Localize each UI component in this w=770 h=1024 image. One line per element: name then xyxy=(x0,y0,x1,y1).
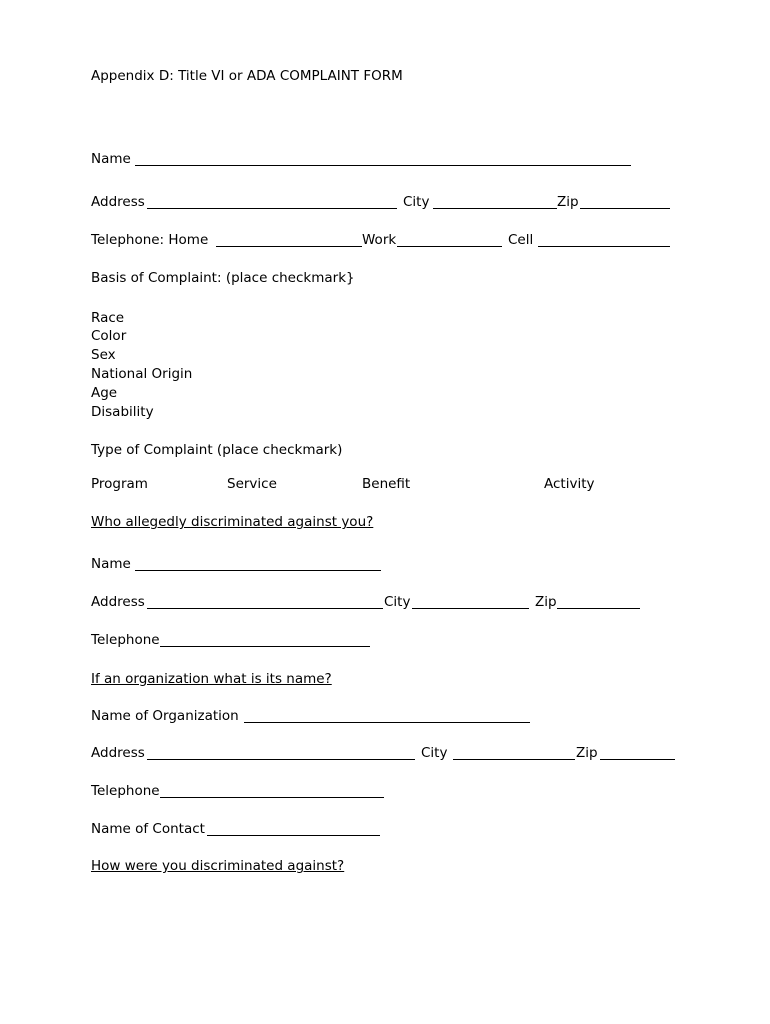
respondent-name-field[interactable] xyxy=(135,570,381,571)
name-label: Name xyxy=(91,151,131,167)
organization-telephone-label: Telephone xyxy=(91,783,160,799)
respondent-zip-label: Zip xyxy=(535,594,557,610)
organization-contact-field[interactable] xyxy=(207,835,380,836)
basis-option-sex[interactable]: Sex xyxy=(91,347,116,363)
type-option-benefit[interactable]: Benefit xyxy=(362,476,411,492)
organization-address-label: Address xyxy=(91,745,145,761)
respondent-city-label: City xyxy=(384,594,411,610)
respondent-telephone-field[interactable] xyxy=(160,646,370,647)
telephone-home-label: Telephone: Home xyxy=(91,232,209,248)
basis-option-color[interactable]: Color xyxy=(91,328,127,344)
form-title: Appendix D: Title VI or ADA COMPLAINT FORM xyxy=(91,68,403,84)
respondent-name-label: Name xyxy=(91,556,131,572)
telephone-home-field[interactable] xyxy=(216,246,362,247)
work-label: Work xyxy=(362,232,397,248)
address-label: Address xyxy=(91,194,145,210)
respondent-city-field[interactable] xyxy=(412,608,529,609)
zip-field[interactable] xyxy=(580,208,670,209)
cell-label: Cell xyxy=(508,232,534,248)
basis-option-age[interactable]: Age xyxy=(91,385,118,401)
type-option-activity[interactable]: Activity xyxy=(544,476,595,492)
organization-city-label: City xyxy=(421,745,448,761)
respondent-address-field[interactable] xyxy=(147,608,383,609)
type-option-program[interactable]: Program xyxy=(91,476,148,492)
work-phone-field[interactable] xyxy=(397,246,502,247)
city-field[interactable] xyxy=(433,208,557,209)
discrimination-description-heading: How were you discriminated against? xyxy=(91,858,345,874)
organization-city-field[interactable] xyxy=(453,759,575,760)
basis-heading: Basis of Complaint: (place checkmark} xyxy=(91,270,355,286)
basis-option-disability[interactable]: Disability xyxy=(91,404,154,420)
cell-phone-field[interactable] xyxy=(538,246,670,247)
organization-name-field[interactable] xyxy=(244,722,530,723)
organization-contact-label: Name of Contact xyxy=(91,821,205,837)
type-heading: Type of Complaint (place checkmark) xyxy=(91,442,343,458)
organization-zip-label: Zip xyxy=(576,745,598,761)
organization-address-field[interactable] xyxy=(147,759,415,760)
zip-label: Zip xyxy=(557,194,579,210)
organization-name-label: Name of Organization xyxy=(91,708,239,724)
type-option-service[interactable]: Service xyxy=(227,476,277,492)
organization-heading: If an organization what is its name? xyxy=(91,671,332,687)
address-field[interactable] xyxy=(147,208,397,209)
respondent-address-label: Address xyxy=(91,594,145,610)
basis-option-race[interactable]: Race xyxy=(91,310,125,326)
name-field[interactable] xyxy=(135,165,631,166)
organization-zip-field[interactable] xyxy=(600,759,675,760)
respondent-telephone-label: Telephone xyxy=(91,632,160,648)
respondent-zip-field[interactable] xyxy=(557,608,640,609)
basis-option-national-origin[interactable]: National Origin xyxy=(91,366,193,382)
respondent-heading: Who allegedly discriminated against you? xyxy=(91,514,374,530)
organization-telephone-field[interactable] xyxy=(160,797,384,798)
city-label: City xyxy=(403,194,430,210)
